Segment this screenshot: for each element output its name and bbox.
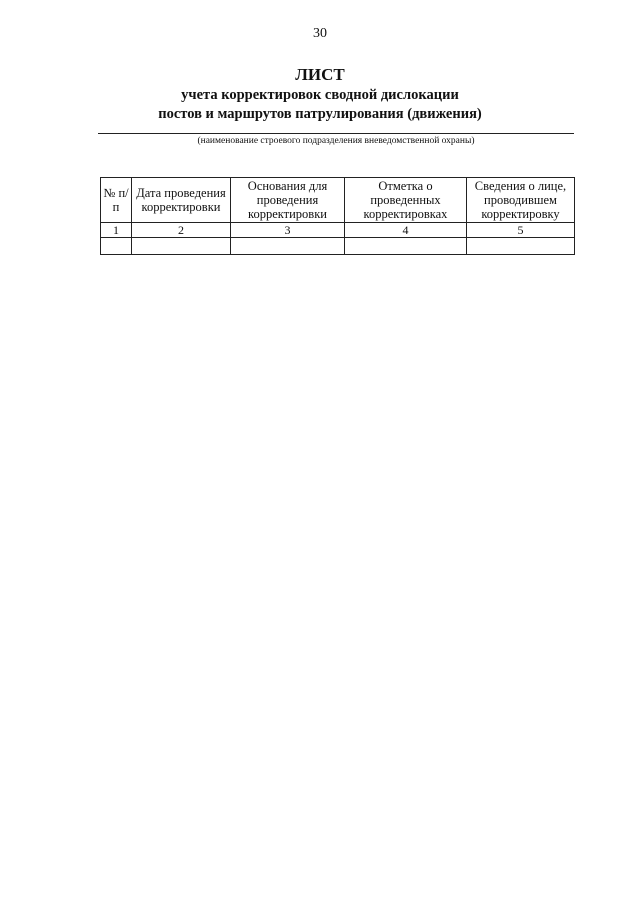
subdivision-name-caption: (наименование строевого подразделения вневедомственной охраны) xyxy=(197,136,475,146)
document-title xyxy=(0,64,640,124)
header-grounds: Основания для проведения корректировки xyxy=(231,178,345,223)
header-person: Сведения о лице, проводившем корректировку xyxy=(467,178,575,223)
column-number-3: 3 xyxy=(231,223,345,238)
title-line-1: учета корректировок сводной дислокации xyxy=(181,87,459,103)
column-number-2: 2 xyxy=(132,223,231,238)
header-mark: Отметка о проведенных корректировках xyxy=(345,178,467,223)
page-number: 30 xyxy=(313,26,327,41)
corrections-table xyxy=(100,177,575,255)
table-cell xyxy=(231,238,345,255)
subdivision-name-line xyxy=(98,133,574,134)
column-number-4: 4 xyxy=(345,223,467,238)
table-cell xyxy=(345,238,467,255)
table-row xyxy=(101,238,575,255)
table-cell xyxy=(132,238,231,255)
title-line-2: постов и маршрутов патрулирования (движения) xyxy=(158,106,482,122)
column-number-5: 5 xyxy=(467,223,575,238)
table-cell xyxy=(101,238,132,255)
table-cell xyxy=(467,238,575,255)
table-header-row xyxy=(101,178,575,223)
column-number-row xyxy=(101,223,575,238)
column-number-1: 1 xyxy=(101,223,132,238)
header-date: Дата проведения корректировки xyxy=(132,178,231,223)
title-main: ЛИСТ xyxy=(295,65,345,84)
header-number: № п/п xyxy=(101,178,132,223)
